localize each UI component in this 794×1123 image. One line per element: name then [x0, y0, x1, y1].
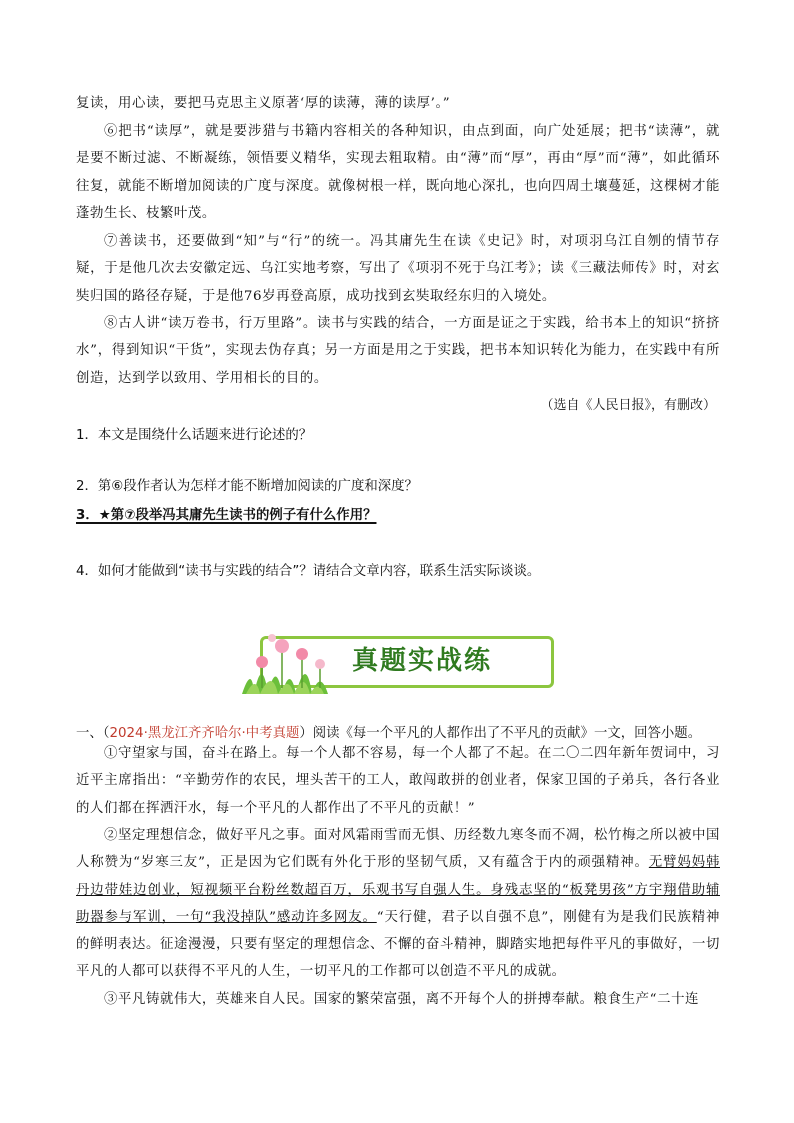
practice-paragraph-1: ①守望家与国，奋斗在路上。每一个人都不容易，每一个人都了不起。在二〇二四年新年贺词中，习近平主席指出：“辛勤劳作的农民，埋头苦干的工人，敢闯敢拼的创业者，保家卫国的子弟兵，各行各业的人们都在挥洒汗水，每一个平凡的人都作出了不平凡的贡献！”: [76, 746, 720, 816]
section-banner: [232, 624, 554, 698]
question-3: 3．★第⑦段举冯其庸先生读书的例子有什么作用？: [76, 508, 377, 523]
paragraph-8: ⑧古人讲“读万卷书，行万里路”。读书与实践的结合，一方面是证之于实践，给书本上的知识“挤挤水”，得到知识“干货”，实现去伪存真；另一方面是用之于实践，把书本知识转化为能力，在实践中有所创造，达到学以致用、学用相长的目的。: [76, 316, 720, 386]
question-2: 2．第⑥段作者认为怎样才能不断增加阅读的广度和深度？: [76, 479, 418, 494]
practice-paragraph-2-part-c: “天行健，君子以自强不息”，刚健有为是我们民族精神的鲜明表达。征途漫漫，只要有坚定的理想信念、不懈的奋斗精神，脚踏实地把每件平凡的事做好，一切平凡的人都可以获得不平凡的人生，一切平凡的工作都可以创造不平凡的成就。: [76, 909, 720, 980]
paragraph-continuation: 复读，用心读，要把马克思主义原著‘厚的读薄，薄的读厚’。”: [76, 96, 451, 111]
source-citation: （选自《人民日报》，有删改）: [540, 398, 716, 413]
practice-paragraph-3: ③平凡铸就伟大，英雄来自人民。国家的繁荣富强，离不开每个人的拼搏奉献。粮食生产“二十连: [104, 992, 700, 1007]
practice-suffix: ）阅读《每一个平凡的人都作出了不平凡的贡献》一文，回答小题。: [299, 726, 702, 741]
question-4: 4．如何才能做到“读书与实践的结合”？请结合文章内容，联系生活实际谈谈。: [76, 564, 541, 579]
paragraph-7: ⑦善读书，还要做到“知”与“行”的统一。冯其庸先生在读《史记》时，对项羽乌江自刎的情节存疑，于是他几次去安徽定远、乌江实地考察，写出了《项羽不死于乌江考》；读《三藏法师传》时，对玄奘归国的路径存疑，于是他76岁再登高原，成功找到玄奘取经东归的入境处。: [76, 234, 720, 304]
paragraph-6: ⑥把书“读厚”，就是要涉猎与书籍内容相关的各种知识，由点到面，向广处延展；把书“读薄”，就是要不断过滤、不断凝练，领悟要义精华，实现去粗取精。由“薄”而“厚”，再由“厚”而“薄”，如此循环往复，就能不断增加阅读的广度与深度。就像树根一样，既向地心深扎，也向四周土壤蔓延，这棵树才能蓬勃生长、枝繁叶茂。: [76, 124, 720, 221]
practice-paragraph-2-underlined: 无臂妈妈韩丹边带娃边创业，短视频平台粉丝数超百万，乐观书写自强人生。身残志坚的“板凳男孩”方宇翔借助辅助器参与军训，一句“我没掉队”感动许多网友。: [76, 855, 720, 925]
practice-paragraph-2-part-a: ②坚定理想信念，做好平凡之事。面对风霜雨雪而无惧、历经数九寒冬而不凋，松竹梅之所以被中国人称赞为“岁寒三友”，正是因为它们既有外化于形的坚韧气质，又有蕴含于内的顽强精神。: [76, 828, 720, 871]
source-tag: 2024·黑龙江齐齐哈尔·中考真题: [109, 726, 300, 741]
practice-prefix: 一、（: [76, 726, 110, 741]
question-1: 1．本文是围绕什么话题来进行论述的？: [76, 428, 313, 443]
practice-paragraph-2: [76, 822, 720, 986]
flower-grass-icon: [232, 624, 342, 698]
banner-title: 真题实战练: [352, 646, 493, 676]
practice-intro: [76, 722, 720, 741]
